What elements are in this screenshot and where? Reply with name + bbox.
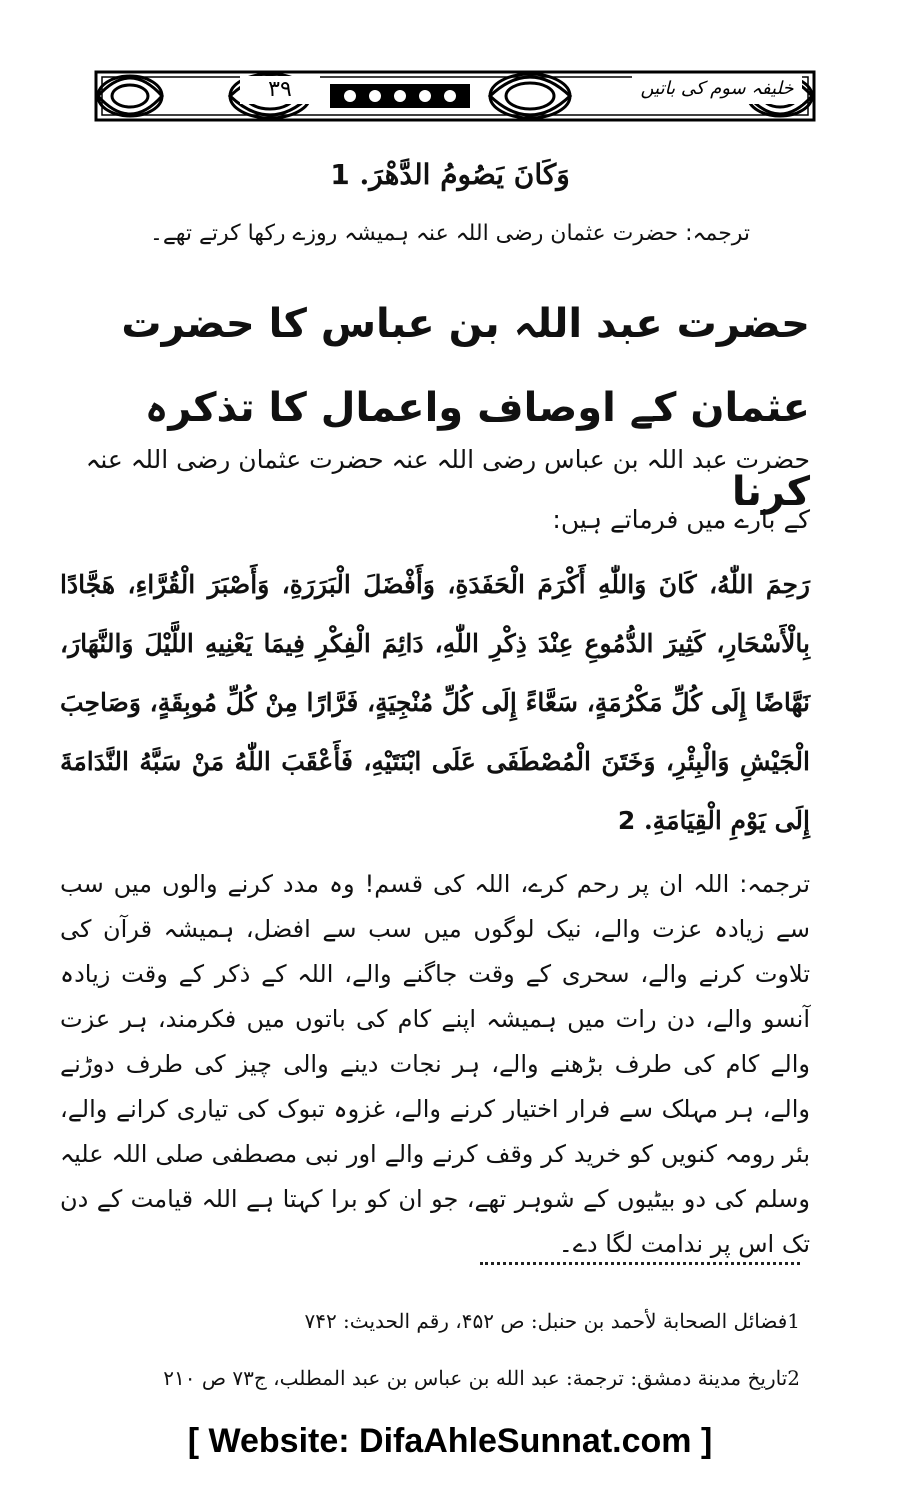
hadith-translation-1: ترجمہ: حضرت عثمان رضی اللہ عنہ ہمیشہ روزے رکھا کرتے تھے۔ <box>149 221 751 246</box>
footnote-1-num: 1 <box>787 1309 800 1333</box>
footnote-ref-2: 2 <box>617 806 636 835</box>
website-banner: [ Website: DifaAhleSunnat.com ] <box>187 1422 713 1460</box>
footnote-2-num: 2 <box>787 1366 800 1390</box>
hadith-quote-1-text: وَكَانَ يَصُومُ الدَّهْرَ. <box>359 158 570 191</box>
book-title: خلیفہ سوم کی باتیں <box>632 74 802 104</box>
footnote-1 <box>90 1305 800 1337</box>
section-heading: حضرت عبد اللہ بن عباس کا حضرت عثمان کے اوصاف واعمال کا تذکرہ کرنا <box>121 301 810 515</box>
footnote-1-text: فضائل الصحابة لأحمد بن حنبل: ص ۴۵۲، رقم الحديث: ۷۴۲ <box>304 1309 788 1333</box>
footnote-2 <box>90 1362 800 1394</box>
footnote-2-text: تاريخ مدينة دمشق: ترجمة: عبد الله بن عباس بن عبد المطلب، ج۷۳ ص ۲۱۰ <box>163 1366 788 1390</box>
page-header <box>90 58 820 134</box>
footnote-ref-1: 1 <box>330 158 350 191</box>
narration-translation: ترجمہ: اللہ ان پر رحم کرے، اللہ کی قسم! وہ مدد کرنے والوں میں سب سے زیادہ عزت والے، نیک لوگوں میں سب سے افضل، ہمیشہ قرآن کی تلاوت کرنے والے، سحری کے وقت جاگنے والے، اللہ کے ذکر کے وقت زیادہ آنسو والے، دن رات میں ہمیشہ اپنے کام کی باتوں میں فکرمند، ہر عزت والے کام کی طرف بڑھنے والے، ہر نجات دینے والی چیز کی طرف دوڑنے والے، ہر مہلک سے فرار اختیار کرنے والے، غزوہ تبوک کی تیاری کرانے والے، بئر رومہ کنویں کو خرید کر وقف کرنے والے اور نبی مصطفی صلی اللہ علیہ وسلم کی دو بیٹیوں کے شوہر تھے، جو ان کو برا کہتا ہے اللہ قیامت کے دن تک اس پر ندامت لگا دے۔ <box>60 870 810 1258</box>
intro-paragraph: حضرت عبد اللہ بن عباس رضی اللہ عنہ حضرت عثمان رضی اللہ عنہ کے بارے میں فرماتے ہیں: <box>85 445 810 534</box>
arabic-narration <box>60 555 810 850</box>
page-number: ۳۹ <box>240 76 320 104</box>
hadith-quote-1 <box>100 150 800 200</box>
arabic-narration-text: رَحِمَ اللّٰهُ، كَانَ وَاللّٰهِ أَكْرَمَ الْحَفَدَةِ، وَأَفْضَلَ الْبَرَرَةِ، وَأَصْبَرَ الْقُرَّاءِ، هَجَّادًا بِالْأَسْحَارِ، كَثِيرَ الدُّمُوعِ عِنْدَ ذِكْرِ اللّٰهِ، دَائِمَ الْفِكْرِ فِيمَا يَعْنِيهِ اللَّيْلَ وَالنَّهَارَ، نَهَّاضًا إِلَى كُلِّ مَكْرُمَةٍ، سَعَّاءً إِلَى كُلِّ مُنْجِيَةٍ، فَرَّارًا مِنْ كُلِّ مُوبِقَةٍ، وَصَاحِبَ الْجَيْشِ وَالْبِئْرِ، وَخَتَنَ الْمُصْطَفَى عَلَى ابْنَتَيْهِ، فَأَعْقَبَ اللّٰهُ مَنْ سَبَّهُ النَّدَامَةَ إِلَى يَوْمِ الْقِيَامَةِ. <box>60 570 810 835</box>
footnote-divider <box>480 1262 800 1265</box>
